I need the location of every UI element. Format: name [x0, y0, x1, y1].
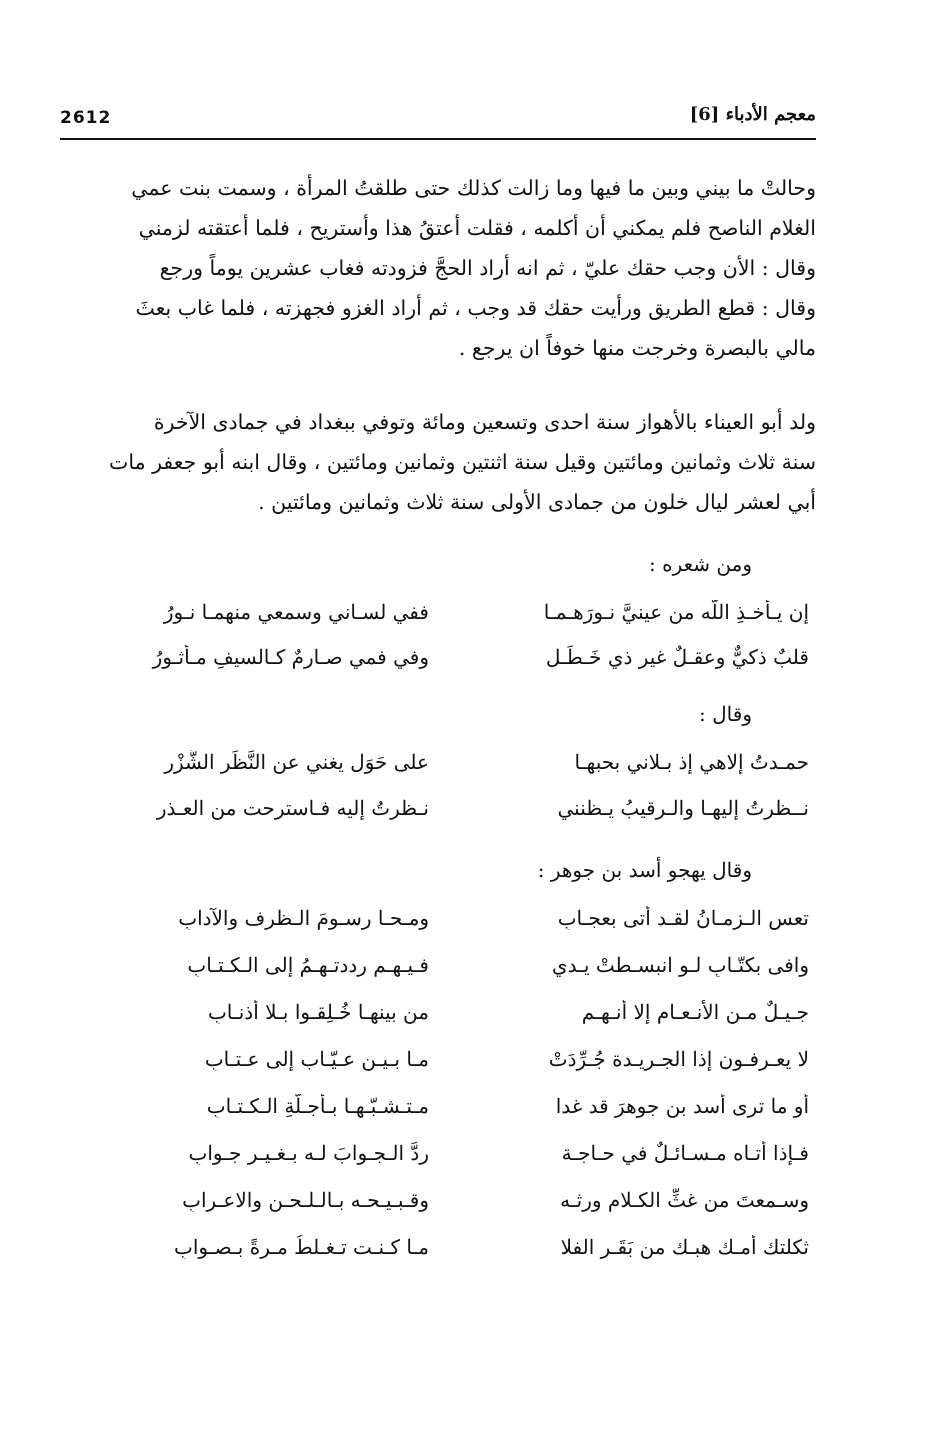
verse-first-hemistich: لا يعـرفـون إذا الجـريـدة جُـرِّدَتْ [548, 1047, 809, 1071]
verse-row [0, 906, 944, 946]
verse-row [0, 1000, 944, 1040]
verse-second-hemistich: من بينهـا خُـلِقـوا بـلا أذنـابِ [207, 1000, 429, 1024]
paragraph-line: أبي لعشر ليال خلون من جمادى الأولى سنة ثلاث وثمانين ومائتين . [258, 490, 816, 514]
verse-first-hemistich: ثكلتك أمـك هبـك من بَقَـرِ الفلا [560, 1235, 809, 1259]
verse-row [0, 750, 944, 790]
poem-intro: وقال : [699, 702, 752, 726]
verse-row [0, 600, 944, 640]
paragraph-line: ولد أبو العيناء بالأهواز سنة احدى وتسعين ومائة وتوفي ببغداد في جمادى الآخرة [153, 410, 816, 434]
paragraph-2 [60, 402, 816, 522]
verse-second-hemistich: مـا كـنـت تـغـلطُ مـرةً بـصـوابِ [174, 1235, 429, 1259]
verse-row [0, 796, 944, 836]
verse-row [0, 1235, 944, 1275]
poem-intro: وقال يهجو أسد بن جوهر : [537, 858, 752, 882]
verse-first-hemistich: نــظرتُ إليهـا والـرقيبُ يـظنني [557, 796, 809, 820]
paragraph-line: الغلام الناصح فلم يمكني أن أكلمه ، فقلت أعتقُ هذا وأستريح ، فلما أعتقته لزمني [138, 216, 816, 240]
verse-first-hemistich: وسـمعتَ من غثِّ الكـلام ورثـه [560, 1188, 809, 1212]
verse-row [0, 953, 944, 993]
verse-second-hemistich: فـيـهـم رددتـهـمُ إلى الـكـتـابِ [187, 953, 429, 977]
page-number: 2612 [60, 108, 112, 128]
verse-second-hemistich: على حَوَلٍ يغني عن النَّظَرِ الشَّزْرِ [164, 750, 429, 774]
paragraph-line: سنة ثلاث وثمانين ومائتين وقيل سنة اثنتين وثمانين ومائتين ، وقال ابنه أبو جعفر مات [109, 450, 816, 474]
verse-second-hemistich: ففي لسـاني وسمعي منهمـا نـورُ [163, 600, 429, 624]
verse-second-hemistich: مـتـشـبّـهـا بـأجـلّةِ الـكـتـابِ [206, 1094, 429, 1118]
verse-row [0, 1188, 944, 1228]
verse-first-hemistich: تعس الـزمـانُ لقـد أتى بعجـابِ [557, 906, 809, 930]
paragraph-1 [60, 168, 816, 368]
verse-first-hemistich: قلبٌ ذكيٌّ وعقـلٌ غير ذي خَـطَـلٍ [545, 645, 809, 669]
verse-second-hemistich: وقـبـيـحـه بـالـلـحـنِ والاعـرابِ [182, 1188, 429, 1212]
verse-first-hemistich: إن يـأخـذِ اللّه من عينيَّ نـورَهـمـا [543, 600, 809, 624]
poem-intro: ومن شعره : [649, 552, 752, 576]
page-header [60, 104, 816, 140]
verse-row [0, 1047, 944, 1087]
verse-first-hemistich: أو ما ترى أسد بن جوهرَ قد غدا [555, 1094, 809, 1118]
verse-second-hemistich: مـا بـيـن عـيّـاب إلى عـتـابِ [204, 1047, 429, 1071]
verse-second-hemistich: ومـحـا رسـومَ الـظرف والآدابِ [178, 906, 429, 930]
paragraph-line: مالي بالبصرة وخرجت منها خوفاً ان يرجع . [458, 336, 816, 360]
verse-second-hemistich: وفي فمي صـارمٌ كـالسيفِ مـأثـورُ [152, 645, 429, 669]
verse-second-hemistich: نـظرتُ إليه فـاسترحت من العـذرِ [156, 796, 429, 820]
verse-first-hemistich: حمـدتُ إلاهي إذ بـلاني بحبهـا [574, 750, 809, 774]
paragraph-line: وحالتْ ما بيني وبين ما فيها وما زالت كذلك حتى طلقتُ المرأة ، وسمت بنت عمي [131, 176, 816, 200]
paragraph-line: وقال : الأن وجب حقك عليّ ، ثم انه أراد الحجَّ فزودته فغاب عشرين يوماً ورجع [159, 256, 816, 280]
verse-row [0, 645, 944, 685]
verse-row [0, 1141, 944, 1181]
verse-second-hemistich: ردَّ الـجـوابَ لـه بـغـيـر جـوابِ [188, 1141, 429, 1165]
paragraph-line: وقال : قطع الطريق ورأيت حقك قد وجب ، ثم أراد الغزو فجهزته ، فلما غاب بعثَ [135, 296, 816, 320]
verse-first-hemistich: وافى بكتّـابٍ لـو انبسـطتْ يـدي [551, 953, 809, 977]
verse-first-hemistich: فـإذا أتـاه مـسـائـلٌ في حـاجـة [561, 1141, 809, 1165]
running-title: معجم الأدباء [6] [689, 104, 816, 125]
verse-row [0, 1094, 944, 1134]
verse-first-hemistich: جـيـلٌ مـن الأنـعـام إلا أنـهـم [581, 1000, 809, 1024]
